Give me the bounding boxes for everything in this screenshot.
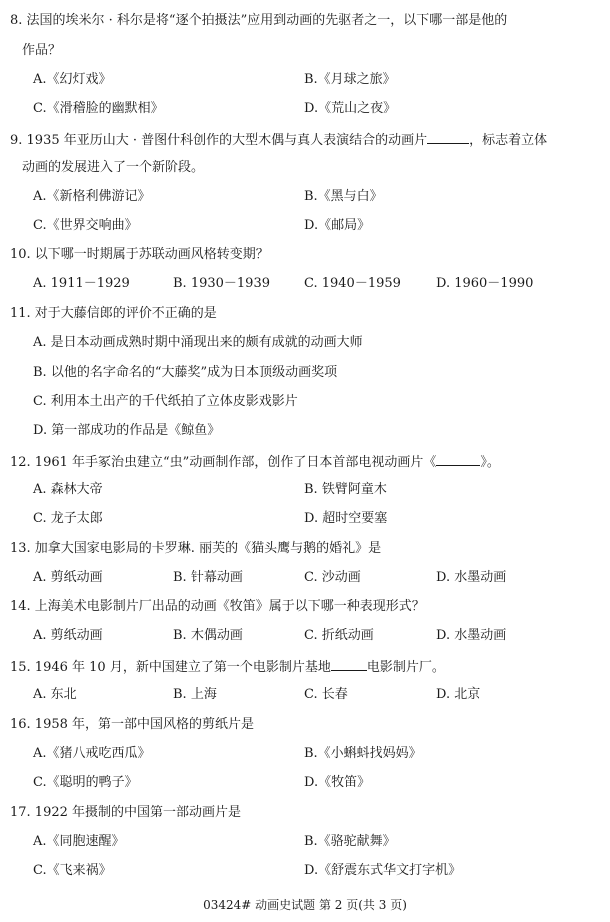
question-11-option-c: C. 利用本土出产的千代纸拍了立体皮影戏影片 [33, 394, 298, 409]
question-17-option-b: B.《骆驼献舞》 [304, 834, 396, 849]
question-8-options-row2 [0, 100, 610, 118]
question-17-options-row1 [0, 833, 610, 851]
question-9-stem [10, 130, 547, 150]
question-12-option-a: A. 森林大帝 [33, 482, 103, 497]
question-13-stem: 13. 加拿大国家电影局的卡罗琳. 丽芙的《猫头鹰与鹅的婚礼》是 [10, 541, 382, 556]
question-9-stem-part2: ，标志着立体 [469, 133, 548, 148]
question-8-option-a: A.《幻灯戏》 [33, 72, 112, 87]
question-8-stem-cont: 作品？ [22, 43, 62, 58]
question-15-option-b: B. 上海 [173, 687, 217, 702]
question-9-options-row2 [0, 217, 610, 235]
question-11-option-d: D. 第一部成功的作品是《鲸鱼》 [33, 423, 221, 438]
question-17-options-row2 [0, 862, 610, 880]
question-12-option-b: B. 铁臂阿童木 [304, 482, 387, 497]
question-13-option-c: C. 沙动画 [304, 570, 361, 585]
question-10-option-c: C. 1940－1959 [304, 276, 401, 291]
question-9-options-row1 [0, 188, 610, 206]
question-9-stem-cont: 动画的发展进入了一个新阶段。 [22, 160, 205, 175]
question-16-option-a: A.《猪八戒吃西瓜》 [33, 746, 151, 761]
question-10-option-d: D. 1960－1990 [436, 276, 534, 291]
question-14-options [0, 627, 610, 645]
question-15-stem [10, 657, 445, 677]
question-15-option-c: C. 长春 [304, 687, 348, 702]
question-13-option-b: B. 针幕动画 [173, 570, 243, 585]
question-9-option-a: A.《新格利佛游记》 [33, 189, 151, 204]
question-11-option-a-row [0, 334, 610, 352]
question-8-option-c: C.《滑稽脸的幽默相》 [33, 101, 164, 116]
question-16-stem: 16. 1958 年，第一部中国风格的剪纸片是 [10, 717, 255, 732]
question-12-options-row1 [0, 481, 610, 499]
question-15-option-a: A. 东北 [33, 687, 77, 702]
answer-blank [436, 452, 480, 466]
question-17-stem: 17. 1922 年摄制的中国第一部动画片是 [10, 805, 242, 820]
question-9-option-b: B.《黑与白》 [304, 189, 383, 204]
question-13-options [0, 569, 610, 587]
question-13-option-d: D. 水墨动画 [436, 570, 507, 585]
question-12-stem-part2: 》。 [480, 455, 500, 470]
question-14-option-d: D. 水墨动画 [436, 628, 507, 643]
question-17-option-c: C.《飞来祸》 [33, 863, 112, 878]
question-16-option-b: B.《小蝌蚪找妈妈》 [304, 746, 422, 761]
question-15-options [0, 686, 610, 704]
question-8-options-row1 [0, 71, 610, 89]
question-12-option-d: D. 超时空要塞 [304, 511, 388, 526]
question-14-option-a: A. 剪纸动画 [33, 628, 103, 643]
question-11-stem: 11. 对于大藤信郎的评价不正确的是 [10, 306, 217, 321]
answer-blank [331, 657, 367, 671]
question-12-stem [10, 452, 500, 472]
question-10-option-a: A. 1911－1929 [33, 276, 130, 291]
question-15-stem-part1: 15. 1946 年 10 月，新中国建立了第一个电影制片基地 [10, 660, 331, 675]
question-12-options-row2 [0, 510, 610, 528]
question-8-stem: 8. 法国的埃米尔 · 科尔是将“逐个拍摄法”应用到动画的先驱者之一，以下哪一部是他的 [10, 13, 508, 28]
question-16-options-row1 [0, 745, 610, 763]
question-11-option-c-row [0, 393, 610, 411]
question-12-stem-part1: 12. 1961 年手冢治虫建立“虫”动画制作部，创作了日本首部电视动画片《 [10, 455, 437, 470]
question-14-stem: 14. 上海美术电影制片厂出品的动画《牧笛》属于以下哪一种表现形式？ [10, 599, 425, 614]
question-14-option-b: B. 木偶动画 [173, 628, 243, 643]
answer-blank [427, 130, 469, 144]
question-10-option-b: B. 1930－1939 [173, 276, 270, 291]
question-11-option-b: B. 以他的名字命名的“大藤奖”成为日本顶级动画奖项 [33, 365, 338, 380]
question-8-option-d: D.《荒山之夜》 [304, 101, 397, 116]
question-17-option-a: A.《同胞速醒》 [33, 834, 125, 849]
question-8-option-b: B.《月球之旅》 [304, 72, 396, 87]
question-10-options [0, 275, 610, 293]
question-15-stem-part2: 电影制片厂。 [366, 660, 445, 675]
question-10-stem: 10. 以下哪一时期属于苏联动画风格转变期？ [10, 247, 269, 262]
question-9-option-d: D.《邮局》 [304, 218, 371, 233]
question-11-option-a: A. 是日本动画成熟时期中涌现出来的颇有成就的动画大师 [33, 335, 363, 350]
question-16-option-d: D.《牧笛》 [304, 775, 371, 790]
question-15-option-d: D. 北京 [436, 687, 481, 702]
question-13-option-a: A. 剪纸动画 [33, 570, 103, 585]
question-11-option-b-row [0, 364, 610, 382]
question-16-option-c: C.《聪明的鸭子》 [33, 775, 138, 790]
page-footer: 03424# 动画史试题 第 2 页(共 3 页) [203, 898, 407, 912]
question-9-stem-part1: 9. 1935 年亚历山大 · 普图什科创作的大型木偶与真人表演结合的动画片 [10, 133, 428, 148]
question-16-options-row2 [0, 774, 610, 792]
question-9-option-c: C.《世界交响曲》 [33, 218, 138, 233]
question-14-option-c: C. 折纸动画 [304, 628, 374, 643]
question-12-option-c: C. 龙子太郎 [33, 511, 103, 526]
question-11-option-d-row [0, 422, 610, 440]
question-17-option-d: D.《舒震东式华文打字机》 [304, 863, 462, 878]
